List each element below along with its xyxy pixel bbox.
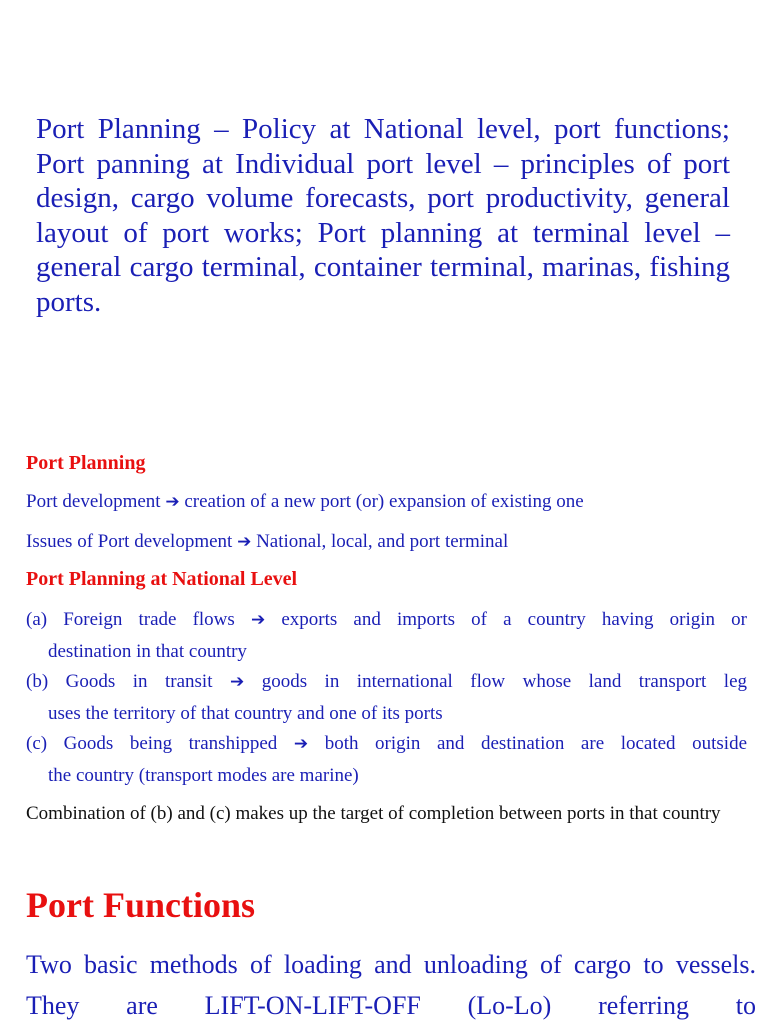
issues-term: Issues of Port development (26, 531, 233, 552)
right-arrow-icon: ➔ (165, 492, 180, 512)
list-item-continuation: uses the territory of that country and one of its ports (48, 703, 443, 724)
list-item-label: (a) (26, 609, 48, 630)
list-item-b (26, 666, 747, 729)
list-item-text: goods in international flow whose land transport leg (261, 671, 748, 692)
right-arrow-icon: ➔ (293, 734, 309, 754)
right-arrow-icon: ➔ (229, 672, 245, 692)
issues-line (26, 531, 508, 553)
port-functions-body: Two basic methods of loading and unloading of cargo to vessels. They are LIFT-ON-LIFT-OFF (Lo-Lo) referring to (26, 950, 756, 1020)
combination-paragraph: Combination of (b) and (c) makes up the target of completion between ports in that country (26, 803, 721, 824)
list-item-continuation: the country (transport modes are marine) (48, 765, 359, 786)
list-item-term: Foreign trade flows (63, 609, 235, 630)
list-item-label: (b) (26, 671, 49, 692)
list-item-text: both origin and destination are located outside (324, 733, 748, 754)
list-item-continuation: destination in that country (48, 641, 247, 662)
list-item-text: exports and imports of a country having origin or (281, 609, 748, 630)
right-arrow-icon: ➔ (237, 532, 252, 552)
syllabus-paragraph: Port Planning – Policy at National level, port functions; Port panning at Individual port level – principles of port design, cargo volume forecasts, port productivity, general layout of port works; Port planning at terminal level – general cargo terminal, container terminal, marinas, fishing ports. (36, 113, 730, 318)
list-item-c (26, 728, 747, 791)
issues-definition: National, local, and port terminal (256, 531, 509, 552)
port-development-line (26, 491, 584, 513)
list-item-a (26, 604, 747, 667)
port-development-term: Port development (26, 491, 161, 512)
list-item-term: Goods in transit (65, 671, 213, 692)
right-arrow-icon: ➔ (250, 610, 266, 630)
national-level-heading: Port Planning at National Level (26, 568, 298, 590)
list-item-line (26, 728, 747, 760)
list-item-term: Goods being transhipped (63, 733, 278, 754)
list-item-label: (c) (26, 733, 48, 754)
port-planning-heading: Port Planning (26, 452, 146, 474)
port-development-definition: creation of a new port (or) expansion of existing one (184, 491, 584, 512)
port-functions-heading: Port Functions (26, 885, 255, 925)
list-item-line (26, 666, 747, 698)
list-item-line (26, 604, 747, 636)
